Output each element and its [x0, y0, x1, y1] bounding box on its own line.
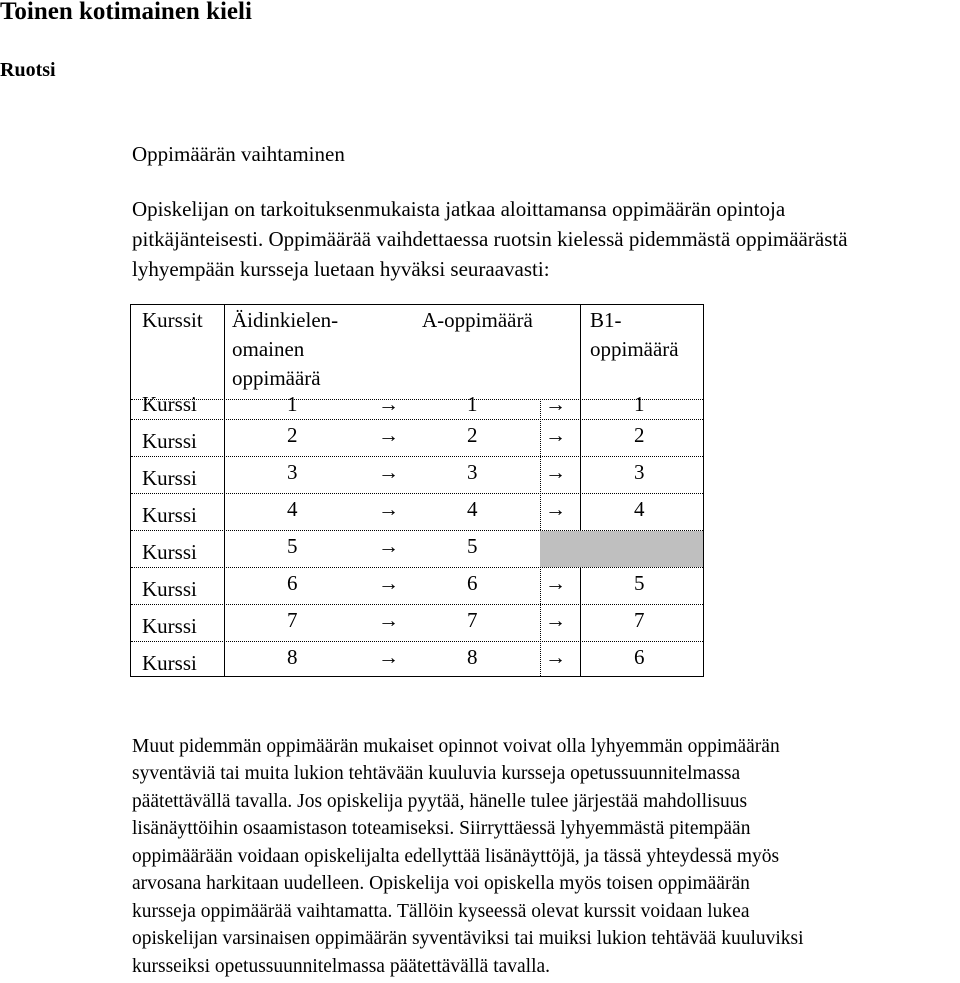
arrow-icon: → [378, 534, 399, 558]
row-divider [131, 567, 703, 568]
cell-a-oppimaara: 8 [467, 645, 478, 669]
cell-b1-oppimaara: 3 [634, 460, 645, 484]
course-equivalence-table [130, 304, 704, 677]
arrow-icon: → [545, 423, 566, 447]
row-label: Kurssi [142, 614, 197, 638]
header-a-oppimaara: A-oppimäärä [422, 308, 533, 332]
arrow-icon: → [545, 571, 566, 595]
cell-b1-oppimaara: 4 [634, 497, 645, 521]
paragraph-line: kursseiksi opetussuunnitelmassa päätettävällä tavalla. [132, 956, 551, 977]
cell-aidinkielenomainen: 7 [287, 608, 298, 632]
row-divider [131, 399, 703, 400]
header-aidinkielenomainen: omainen [232, 337, 305, 361]
arrow-icon: → [378, 423, 399, 447]
intro-line: lyhyempään kursseja luetaan hyväksi seuraavasti: [132, 257, 550, 281]
paragraph-line: Muut pidemmän oppimäärän mukaiset opinnot voivat olla lyhyemmän oppimäärän [132, 736, 780, 757]
cell-b1-oppimaara: 7 [634, 608, 645, 632]
header-b1-oppimaara: oppimäärä [590, 337, 679, 361]
cell-a-oppimaara: 7 [467, 608, 478, 632]
intro-line: pitkäjänteisesti. Oppimäärää vaihdettaessa ruotsin kielessä pidemmästä oppimäärästä [132, 227, 848, 251]
cell-a-oppimaara: 3 [467, 460, 478, 484]
row-label: Kurssi [142, 540, 197, 564]
cell-b1-oppimaara: 1 [634, 392, 645, 416]
cell-aidinkielenomainen: 4 [287, 497, 298, 521]
paragraph-line: opiskelijan varsinaisen oppimäärän syventäviksi tai muiksi lukion tehtävää kuuluviksi [132, 928, 804, 949]
page-subtitle: Ruotsi [0, 59, 56, 81]
section-heading: Oppimäärän vaihtaminen [132, 142, 345, 166]
cell-aidinkielenomainen: 2 [287, 423, 298, 447]
paragraph-line: päätettävällä tavalla. Jos opiskelija pyytää, hänelle tulee järjestää mahdollisuus [132, 791, 748, 812]
page-title: Toinen kotimainen kieli [0, 0, 252, 25]
header-kurssit: Kurssit [142, 308, 203, 332]
arrow-icon: → [378, 392, 399, 416]
row-label: Kurssi [142, 429, 197, 453]
arrow-icon: → [545, 645, 566, 669]
paragraph-line: lisänäyttöihin osaamistason toteamiseksi. Siirryttäessä lyhyemmästä pitempään [132, 818, 751, 839]
row-label: Kurssi [142, 503, 197, 527]
cell-aidinkielenomainen: 8 [287, 645, 298, 669]
arrow-icon: → [378, 608, 399, 632]
arrow-icon: → [378, 645, 399, 669]
paragraph-line: kursseja oppimäärää vaihtamatta. Tällöin kyseessä olevat kurssit voidaan lukea [132, 901, 750, 922]
row-label: Kurssi [142, 392, 197, 416]
row-divider [131, 641, 703, 642]
row-divider [131, 419, 703, 420]
cell-a-oppimaara: 5 [467, 534, 478, 558]
row-divider [131, 604, 703, 605]
cell-a-oppimaara: 4 [467, 497, 478, 521]
row-label: Kurssi [142, 577, 197, 601]
cell-b1-oppimaara: 6 [634, 645, 645, 669]
paragraph-line: arvosana harkitaan uudelleen. Opiskelija voi opiskella myös toisen oppimäärän [132, 873, 750, 894]
header-aidinkielenomainen: oppimäärä [232, 366, 321, 390]
arrow-icon: → [378, 497, 399, 521]
intro-line: Opiskelijan on tarkoituksenmukaista jatkaa aloittamansa oppimäärän opintoja [132, 197, 786, 221]
row-divider [131, 493, 703, 494]
header-aidinkielenomainen: Äidinkielen- [232, 308, 339, 332]
arrow-icon: → [545, 608, 566, 632]
arrow-icon: → [378, 460, 399, 484]
row-label: Kurssi [142, 651, 197, 675]
cell-aidinkielenomainen: 1 [287, 392, 298, 416]
arrow-icon: → [378, 571, 399, 595]
empty-shaded-cell [540, 531, 703, 567]
cell-aidinkielenomainen: 5 [287, 534, 298, 558]
row-divider [131, 456, 703, 457]
arrow-icon: → [545, 497, 566, 521]
paragraph-line: oppimäärään voidaan opiskelijalta edellyttää lisänäyttöjä, ja tässä yhteydessä myös [132, 846, 780, 867]
cell-b1-oppimaara: 5 [634, 571, 645, 595]
column-divider [580, 305, 581, 676]
cell-b1-oppimaara: 2 [634, 423, 645, 447]
arrow-icon: → [545, 392, 566, 416]
paragraph-line: syventäviä tai muita lukion tehtävään kuuluvia kursseja opetussuunnitelmassa [132, 763, 741, 784]
cell-a-oppimaara: 6 [467, 571, 478, 595]
cell-aidinkielenomainen: 6 [287, 571, 298, 595]
cell-aidinkielenomainen: 3 [287, 460, 298, 484]
cell-a-oppimaara: 2 [467, 423, 478, 447]
row-label: Kurssi [142, 466, 197, 490]
arrow-icon: → [545, 460, 566, 484]
column-divider [224, 305, 225, 676]
header-b1-oppimaara: B1- [590, 308, 622, 332]
cell-a-oppimaara: 1 [467, 392, 478, 416]
